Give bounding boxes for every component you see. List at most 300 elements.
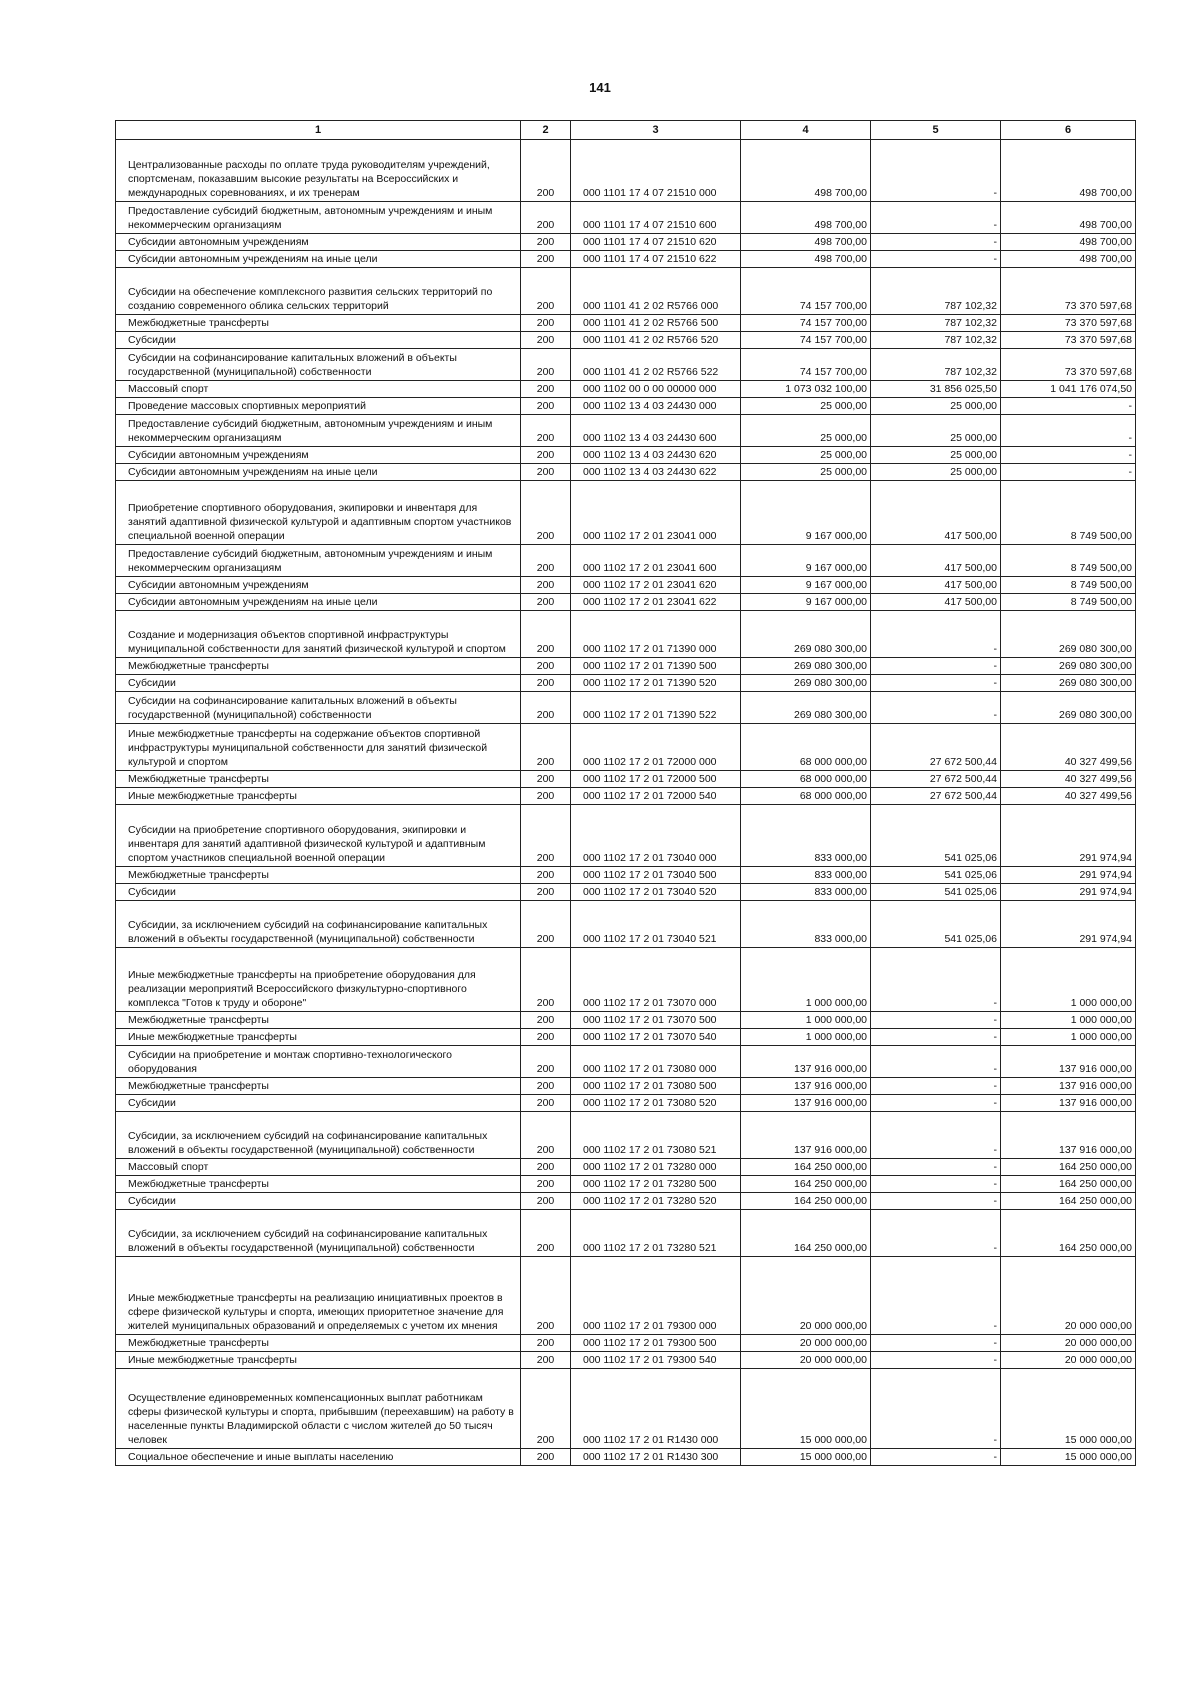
row-kbk-code: 000 1102 17 2 01 71390 520 — [571, 675, 741, 692]
row-executed-amount: - — [871, 202, 1001, 234]
row-approved-amount: 269 080 300,00 — [741, 658, 871, 675]
row-kbk-code: 000 1101 41 2 02 R5766 522 — [571, 349, 741, 381]
row-name: Предоставление субсидий бюджетным, автономным учреждениям и иным некоммерческим организациям — [116, 415, 521, 447]
table-row — [116, 948, 1136, 1012]
row-code: 200 — [521, 202, 571, 234]
row-name: Предоставление субсидий бюджетным, автономным учреждениям и иным некоммерческим организациям — [116, 545, 521, 577]
row-code: 200 — [521, 1078, 571, 1095]
row-code: 200 — [521, 1335, 571, 1352]
row-executed-amount: - — [871, 1335, 1001, 1352]
column-header: 3 — [571, 121, 741, 140]
row-executed-amount: 541 025,06 — [871, 901, 1001, 948]
row-executed-amount: 417 500,00 — [871, 577, 1001, 594]
row-approved-amount: 9 167 000,00 — [741, 545, 871, 577]
row-name: Субсидии на приобретение и монтаж спортивно-технологического оборудования — [116, 1046, 521, 1078]
page-number: 141 — [589, 80, 611, 95]
row-kbk-code: 000 1102 17 2 01 72000 500 — [571, 771, 741, 788]
row-approved-amount: 269 080 300,00 — [741, 611, 871, 658]
row-kbk-code: 000 1102 17 2 01 73280 520 — [571, 1193, 741, 1210]
row-code: 200 — [521, 692, 571, 724]
row-code: 200 — [521, 398, 571, 415]
row-code: 200 — [521, 1257, 571, 1335]
row-name: Иные межбюджетные трансферты на приобретение оборудования для реализации мероприятий Всероссийского физкультурно-спортивного комплекса "Готов к труду и обороне" — [116, 948, 521, 1012]
row-remaining-amount: 1 000 000,00 — [1001, 1029, 1136, 1046]
row-kbk-code: 000 1102 17 2 01 R1430 000 — [571, 1369, 741, 1449]
row-approved-amount: 68 000 000,00 — [741, 788, 871, 805]
row-code: 200 — [521, 611, 571, 658]
row-executed-amount: - — [871, 1176, 1001, 1193]
row-code: 200 — [521, 1095, 571, 1112]
row-approved-amount: 498 700,00 — [741, 140, 871, 202]
row-remaining-amount: 40 327 499,56 — [1001, 788, 1136, 805]
row-executed-amount: 27 672 500,44 — [871, 724, 1001, 771]
row-executed-amount: - — [871, 234, 1001, 251]
row-name: Осуществление единовременных компенсационных выплат работникам сферы физической культуры и спорта, прибывшим (переехавшим) на работу в населенные пункты Владимирской области с числом жителей до 50 тысяч человек — [116, 1369, 521, 1449]
row-name: Централизованные расходы по оплате труда руководителям учреждений, спортсменам, показавшим высокие результаты на Всероссийских и международных соревнованиях, и их тренерам — [116, 140, 521, 202]
table-row — [116, 805, 1136, 867]
row-code: 200 — [521, 1012, 571, 1029]
row-executed-amount: - — [871, 1159, 1001, 1176]
table-row — [116, 1193, 1136, 1210]
row-name: Субсидии автономным учреждениям — [116, 447, 521, 464]
row-executed-amount: 787 102,32 — [871, 315, 1001, 332]
row-name: Иные межбюджетные трансферты на реализацию инициативных проектов в сфере физической культуры и спорта, имеющих приоритетное значение для жителей муниципальных образований и определяемых с учетом их мнения — [116, 1257, 521, 1335]
row-name: Приобретение спортивного оборудования, экипировки и инвентаря для занятий адаптивной физической культурой и адаптивным спортом участников специальной военной операции — [116, 481, 521, 545]
row-executed-amount: - — [871, 1012, 1001, 1029]
row-code: 200 — [521, 234, 571, 251]
row-executed-amount: - — [871, 1369, 1001, 1449]
row-name: Субсидии — [116, 1193, 521, 1210]
row-kbk-code: 000 1102 17 2 01 79300 540 — [571, 1352, 741, 1369]
row-code: 200 — [521, 268, 571, 315]
row-remaining-amount: 15 000 000,00 — [1001, 1449, 1136, 1466]
table-row — [116, 1012, 1136, 1029]
row-approved-amount: 25 000,00 — [741, 415, 871, 447]
row-name: Массовый спорт — [116, 381, 521, 398]
table-row — [116, 398, 1136, 415]
table-row — [116, 788, 1136, 805]
row-code: 200 — [521, 805, 571, 867]
table-row — [116, 1257, 1136, 1335]
row-executed-amount: - — [871, 1029, 1001, 1046]
row-remaining-amount: 164 250 000,00 — [1001, 1176, 1136, 1193]
row-approved-amount: 164 250 000,00 — [741, 1193, 871, 1210]
row-code: 200 — [521, 901, 571, 948]
row-code: 200 — [521, 1159, 571, 1176]
row-name: Проведение массовых спортивных мероприятий — [116, 398, 521, 415]
column-header: 6 — [1001, 121, 1136, 140]
row-approved-amount: 15 000 000,00 — [741, 1449, 871, 1466]
row-code: 200 — [521, 1046, 571, 1078]
row-name: Субсидии, за исключением субсидий на софинансирование капитальных вложений в объекты государственной (муниципальной) собственности — [116, 901, 521, 948]
row-approved-amount: 1 000 000,00 — [741, 1029, 871, 1046]
row-code: 200 — [521, 464, 571, 481]
row-name: Субсидии — [116, 332, 521, 349]
row-name: Межбюджетные трансферты — [116, 1335, 521, 1352]
row-approved-amount: 269 080 300,00 — [741, 675, 871, 692]
row-approved-amount: 74 157 700,00 — [741, 268, 871, 315]
row-remaining-amount: 137 916 000,00 — [1001, 1112, 1136, 1159]
row-approved-amount: 137 916 000,00 — [741, 1095, 871, 1112]
row-executed-amount: 541 025,06 — [871, 884, 1001, 901]
row-executed-amount: 25 000,00 — [871, 398, 1001, 415]
table-row — [116, 867, 1136, 884]
row-kbk-code: 000 1102 17 2 01 73280 500 — [571, 1176, 741, 1193]
row-approved-amount: 74 157 700,00 — [741, 332, 871, 349]
table-row — [116, 1369, 1136, 1449]
row-remaining-amount: 498 700,00 — [1001, 234, 1136, 251]
table-row — [116, 1029, 1136, 1046]
table-row — [116, 771, 1136, 788]
row-executed-amount: - — [871, 1078, 1001, 1095]
row-remaining-amount: 137 916 000,00 — [1001, 1078, 1136, 1095]
row-code: 200 — [521, 577, 571, 594]
row-kbk-code: 000 1102 17 2 01 73080 000 — [571, 1046, 741, 1078]
table-row — [116, 1159, 1136, 1176]
row-code: 200 — [521, 1176, 571, 1193]
row-remaining-amount: 40 327 499,56 — [1001, 724, 1136, 771]
table-row — [116, 481, 1136, 545]
row-remaining-amount: 73 370 597,68 — [1001, 332, 1136, 349]
row-kbk-code: 000 1102 00 0 00 00000 000 — [571, 381, 741, 398]
column-header: 4 — [741, 121, 871, 140]
row-approved-amount: 164 250 000,00 — [741, 1210, 871, 1257]
table-row — [116, 415, 1136, 447]
table-row — [116, 675, 1136, 692]
row-name: Иные межбюджетные трансферты — [116, 1352, 521, 1369]
row-approved-amount: 833 000,00 — [741, 805, 871, 867]
column-header: 5 — [871, 121, 1001, 140]
table-body — [116, 140, 1136, 1466]
row-executed-amount: - — [871, 1046, 1001, 1078]
row-executed-amount: 25 000,00 — [871, 464, 1001, 481]
table-row — [116, 884, 1136, 901]
budget-table — [115, 120, 1136, 1466]
row-kbk-code: 000 1102 17 2 01 79300 500 — [571, 1335, 741, 1352]
row-remaining-amount: - — [1001, 464, 1136, 481]
row-name: Субсидии — [116, 675, 521, 692]
row-executed-amount: - — [871, 1210, 1001, 1257]
row-kbk-code: 000 1102 17 2 01 73040 500 — [571, 867, 741, 884]
row-approved-amount: 833 000,00 — [741, 884, 871, 901]
row-remaining-amount: 164 250 000,00 — [1001, 1193, 1136, 1210]
table-row — [116, 1112, 1136, 1159]
row-remaining-amount: 8 749 500,00 — [1001, 545, 1136, 577]
row-kbk-code: 000 1102 17 2 01 23041 620 — [571, 577, 741, 594]
row-executed-amount: - — [871, 692, 1001, 724]
row-name: Межбюджетные трансферты — [116, 1078, 521, 1095]
row-name: Межбюджетные трансферты — [116, 1012, 521, 1029]
row-kbk-code: 000 1102 17 2 01 23041 000 — [571, 481, 741, 545]
row-code: 200 — [521, 1210, 571, 1257]
row-code: 200 — [521, 675, 571, 692]
row-code: 200 — [521, 349, 571, 381]
row-kbk-code: 000 1102 13 4 03 24430 620 — [571, 447, 741, 464]
row-kbk-code: 000 1102 17 2 01 71390 000 — [571, 611, 741, 658]
row-executed-amount: - — [871, 1112, 1001, 1159]
row-approved-amount: 15 000 000,00 — [741, 1369, 871, 1449]
row-remaining-amount: 498 700,00 — [1001, 251, 1136, 268]
row-name: Субсидии на обеспечение комплексного развития сельских территорий по созданию современного облика сельских территорий — [116, 268, 521, 315]
row-executed-amount: 417 500,00 — [871, 545, 1001, 577]
row-code: 200 — [521, 1193, 571, 1210]
row-name: Социальное обеспечение и иные выплаты населению — [116, 1449, 521, 1466]
row-executed-amount: 27 672 500,44 — [871, 788, 1001, 805]
table-row — [116, 724, 1136, 771]
row-remaining-amount: 1 000 000,00 — [1001, 948, 1136, 1012]
row-kbk-code: 000 1102 17 2 01 71390 500 — [571, 658, 741, 675]
row-executed-amount: - — [871, 1352, 1001, 1369]
row-code: 200 — [521, 1029, 571, 1046]
row-name: Субсидии автономным учреждениям на иные цели — [116, 464, 521, 481]
row-name: Субсидии автономным учреждениям — [116, 234, 521, 251]
row-kbk-code: 000 1102 17 2 01 73070 540 — [571, 1029, 741, 1046]
row-approved-amount: 137 916 000,00 — [741, 1078, 871, 1095]
column-header: 1 — [116, 121, 521, 140]
row-kbk-code: 000 1101 17 4 07 21510 622 — [571, 251, 741, 268]
row-executed-amount: 541 025,06 — [871, 867, 1001, 884]
row-remaining-amount: 15 000 000,00 — [1001, 1369, 1136, 1449]
row-approved-amount: 9 167 000,00 — [741, 481, 871, 545]
table-row — [116, 349, 1136, 381]
row-remaining-amount: - — [1001, 415, 1136, 447]
table-row — [116, 611, 1136, 658]
row-approved-amount: 20 000 000,00 — [741, 1257, 871, 1335]
row-code: 200 — [521, 1449, 571, 1466]
table-row — [116, 692, 1136, 724]
row-executed-amount: 417 500,00 — [871, 481, 1001, 545]
row-kbk-code: 000 1101 41 2 02 R5766 000 — [571, 268, 741, 315]
row-code: 200 — [521, 867, 571, 884]
row-kbk-code: 000 1101 17 4 07 21510 000 — [571, 140, 741, 202]
row-approved-amount: 25 000,00 — [741, 398, 871, 415]
row-code: 200 — [521, 771, 571, 788]
table-row — [116, 234, 1136, 251]
row-code: 200 — [521, 415, 571, 447]
table-row — [116, 1449, 1136, 1466]
row-approved-amount: 164 250 000,00 — [741, 1159, 871, 1176]
row-approved-amount: 20 000 000,00 — [741, 1352, 871, 1369]
row-approved-amount: 25 000,00 — [741, 464, 871, 481]
row-executed-amount: - — [871, 251, 1001, 268]
table-row — [116, 268, 1136, 315]
table-row — [116, 1046, 1136, 1078]
row-code: 200 — [521, 447, 571, 464]
row-remaining-amount: 20 000 000,00 — [1001, 1352, 1136, 1369]
table-row — [116, 464, 1136, 481]
row-remaining-amount: 40 327 499,56 — [1001, 771, 1136, 788]
row-approved-amount: 68 000 000,00 — [741, 724, 871, 771]
row-executed-amount: - — [871, 1449, 1001, 1466]
row-kbk-code: 000 1102 17 2 01 73280 521 — [571, 1210, 741, 1257]
row-executed-amount: 31 856 025,50 — [871, 381, 1001, 398]
row-kbk-code: 000 1102 17 2 01 23041 600 — [571, 545, 741, 577]
table-row — [116, 658, 1136, 675]
row-kbk-code: 000 1101 17 4 07 21510 600 — [571, 202, 741, 234]
row-code: 200 — [521, 948, 571, 1012]
row-remaining-amount: 291 974,94 — [1001, 867, 1136, 884]
row-remaining-amount: - — [1001, 398, 1136, 415]
table-row — [116, 1335, 1136, 1352]
row-kbk-code: 000 1102 13 4 03 24430 622 — [571, 464, 741, 481]
row-executed-amount: 417 500,00 — [871, 594, 1001, 611]
row-kbk-code: 000 1102 17 2 01 73080 521 — [571, 1112, 741, 1159]
row-approved-amount: 74 157 700,00 — [741, 315, 871, 332]
table-row — [116, 1078, 1136, 1095]
row-remaining-amount: 1 041 176 074,50 — [1001, 381, 1136, 398]
row-remaining-amount: 8 749 500,00 — [1001, 594, 1136, 611]
row-remaining-amount: 164 250 000,00 — [1001, 1159, 1136, 1176]
row-approved-amount: 269 080 300,00 — [741, 692, 871, 724]
row-kbk-code: 000 1102 17 2 01 72000 000 — [571, 724, 741, 771]
row-executed-amount: 27 672 500,44 — [871, 771, 1001, 788]
row-remaining-amount: 8 749 500,00 — [1001, 577, 1136, 594]
row-code: 200 — [521, 1112, 571, 1159]
row-kbk-code: 000 1101 41 2 02 R5766 500 — [571, 315, 741, 332]
row-code: 200 — [521, 140, 571, 202]
row-kbk-code: 000 1102 17 2 01 73040 520 — [571, 884, 741, 901]
row-remaining-amount: 20 000 000,00 — [1001, 1257, 1136, 1335]
row-kbk-code: 000 1102 17 2 01 23041 622 — [571, 594, 741, 611]
row-name: Предоставление субсидий бюджетным, автономным учреждениям и иным некоммерческим организациям — [116, 202, 521, 234]
row-approved-amount: 833 000,00 — [741, 867, 871, 884]
row-name: Субсидии автономным учреждениям на иные цели — [116, 251, 521, 268]
row-code: 200 — [521, 594, 571, 611]
row-name: Межбюджетные трансферты — [116, 771, 521, 788]
row-executed-amount: 787 102,32 — [871, 268, 1001, 315]
row-code: 200 — [521, 1369, 571, 1449]
row-remaining-amount: 269 080 300,00 — [1001, 611, 1136, 658]
row-kbk-code: 000 1102 17 2 01 R1430 300 — [571, 1449, 741, 1466]
table-row — [116, 202, 1136, 234]
row-code: 200 — [521, 884, 571, 901]
table-row — [116, 594, 1136, 611]
row-kbk-code: 000 1102 13 4 03 24430 000 — [571, 398, 741, 415]
row-code: 200 — [521, 315, 571, 332]
row-remaining-amount: 73 370 597,68 — [1001, 315, 1136, 332]
row-executed-amount: 787 102,32 — [871, 349, 1001, 381]
row-remaining-amount: - — [1001, 447, 1136, 464]
row-name: Иные межбюджетные трансферты — [116, 1029, 521, 1046]
row-approved-amount: 68 000 000,00 — [741, 771, 871, 788]
row-kbk-code: 000 1101 41 2 02 R5766 520 — [571, 332, 741, 349]
row-code: 200 — [521, 332, 571, 349]
row-name: Субсидии автономным учреждениям — [116, 577, 521, 594]
row-code: 200 — [521, 545, 571, 577]
table-row — [116, 332, 1136, 349]
row-remaining-amount: 498 700,00 — [1001, 140, 1136, 202]
row-executed-amount: - — [871, 611, 1001, 658]
row-approved-amount: 164 250 000,00 — [741, 1176, 871, 1193]
row-name: Иные межбюджетные трансферты на содержание объектов спортивной инфраструктуры муниципальной собственности для занятий физической культурой и спортом — [116, 724, 521, 771]
row-name: Создание и модернизация объектов спортивной инфраструктуры муниципальной собственности для занятий физической культурой и спортом — [116, 611, 521, 658]
row-approved-amount: 25 000,00 — [741, 447, 871, 464]
row-name: Субсидии на софинансирование капитальных вложений в объекты государственной (муниципальной) собственности — [116, 692, 521, 724]
row-kbk-code: 000 1101 17 4 07 21510 620 — [571, 234, 741, 251]
row-name: Субсидии на приобретение спортивного оборудования, экипировки и инвентаря для занятий адаптивной физической культурой и адаптивным спортом участников специальной военной операции — [116, 805, 521, 867]
row-remaining-amount: 20 000 000,00 — [1001, 1335, 1136, 1352]
row-executed-amount: - — [871, 675, 1001, 692]
row-remaining-amount: 164 250 000,00 — [1001, 1210, 1136, 1257]
table-row — [116, 1176, 1136, 1193]
row-code: 200 — [521, 724, 571, 771]
row-approved-amount: 1 000 000,00 — [741, 1012, 871, 1029]
row-executed-amount: - — [871, 658, 1001, 675]
row-remaining-amount: 73 370 597,68 — [1001, 268, 1136, 315]
row-name: Субсидии — [116, 884, 521, 901]
row-name: Субсидии, за исключением субсидий на софинансирование капитальных вложений в объекты государственной (муниципальной) собственности — [116, 1210, 521, 1257]
row-name: Межбюджетные трансферты — [116, 658, 521, 675]
row-kbk-code: 000 1102 13 4 03 24430 600 — [571, 415, 741, 447]
row-approved-amount: 9 167 000,00 — [741, 577, 871, 594]
table-row — [116, 1352, 1136, 1369]
row-approved-amount: 498 700,00 — [741, 251, 871, 268]
row-name: Субсидии автономным учреждениям на иные цели — [116, 594, 521, 611]
row-remaining-amount: 291 974,94 — [1001, 884, 1136, 901]
row-approved-amount: 74 157 700,00 — [741, 349, 871, 381]
row-code: 200 — [521, 658, 571, 675]
row-executed-amount: 25 000,00 — [871, 447, 1001, 464]
table-row — [116, 901, 1136, 948]
row-remaining-amount: 73 370 597,68 — [1001, 349, 1136, 381]
row-executed-amount: 25 000,00 — [871, 415, 1001, 447]
row-remaining-amount: 269 080 300,00 — [1001, 675, 1136, 692]
row-kbk-code: 000 1102 17 2 01 79300 000 — [571, 1257, 741, 1335]
table-row — [116, 447, 1136, 464]
row-kbk-code: 000 1102 17 2 01 73070 000 — [571, 948, 741, 1012]
row-executed-amount: - — [871, 1257, 1001, 1335]
row-remaining-amount: 269 080 300,00 — [1001, 658, 1136, 675]
table-row — [116, 140, 1136, 202]
row-executed-amount: - — [871, 1193, 1001, 1210]
row-kbk-code: 000 1102 17 2 01 72000 540 — [571, 788, 741, 805]
table-row — [116, 1095, 1136, 1112]
row-executed-amount: 787 102,32 — [871, 332, 1001, 349]
row-name: Иные межбюджетные трансферты — [116, 788, 521, 805]
row-kbk-code: 000 1102 17 2 01 73080 500 — [571, 1078, 741, 1095]
row-remaining-amount: 498 700,00 — [1001, 202, 1136, 234]
row-kbk-code: 000 1102 17 2 01 73070 500 — [571, 1012, 741, 1029]
row-kbk-code: 000 1102 17 2 01 73080 520 — [571, 1095, 741, 1112]
row-remaining-amount: 1 000 000,00 — [1001, 1012, 1136, 1029]
row-code: 200 — [521, 1352, 571, 1369]
row-approved-amount: 137 916 000,00 — [741, 1112, 871, 1159]
row-remaining-amount: 269 080 300,00 — [1001, 692, 1136, 724]
table-row — [116, 315, 1136, 332]
table-row — [116, 381, 1136, 398]
table-header-row — [116, 121, 1136, 140]
row-remaining-amount: 137 916 000,00 — [1001, 1046, 1136, 1078]
row-approved-amount: 20 000 000,00 — [741, 1335, 871, 1352]
row-executed-amount: - — [871, 948, 1001, 1012]
row-kbk-code: 000 1102 17 2 01 73040 521 — [571, 901, 741, 948]
table-row — [116, 251, 1136, 268]
row-kbk-code: 000 1102 17 2 01 73040 000 — [571, 805, 741, 867]
row-name: Межбюджетные трансферты — [116, 1176, 521, 1193]
row-remaining-amount: 291 974,94 — [1001, 901, 1136, 948]
row-approved-amount: 1 000 000,00 — [741, 948, 871, 1012]
row-remaining-amount: 291 974,94 — [1001, 805, 1136, 867]
row-code: 200 — [521, 251, 571, 268]
row-executed-amount: - — [871, 1095, 1001, 1112]
row-kbk-code: 000 1102 17 2 01 71390 522 — [571, 692, 741, 724]
row-name: Межбюджетные трансферты — [116, 867, 521, 884]
row-executed-amount: - — [871, 140, 1001, 202]
row-approved-amount: 498 700,00 — [741, 234, 871, 251]
row-approved-amount: 833 000,00 — [741, 901, 871, 948]
row-remaining-amount: 8 749 500,00 — [1001, 481, 1136, 545]
row-code: 200 — [521, 381, 571, 398]
